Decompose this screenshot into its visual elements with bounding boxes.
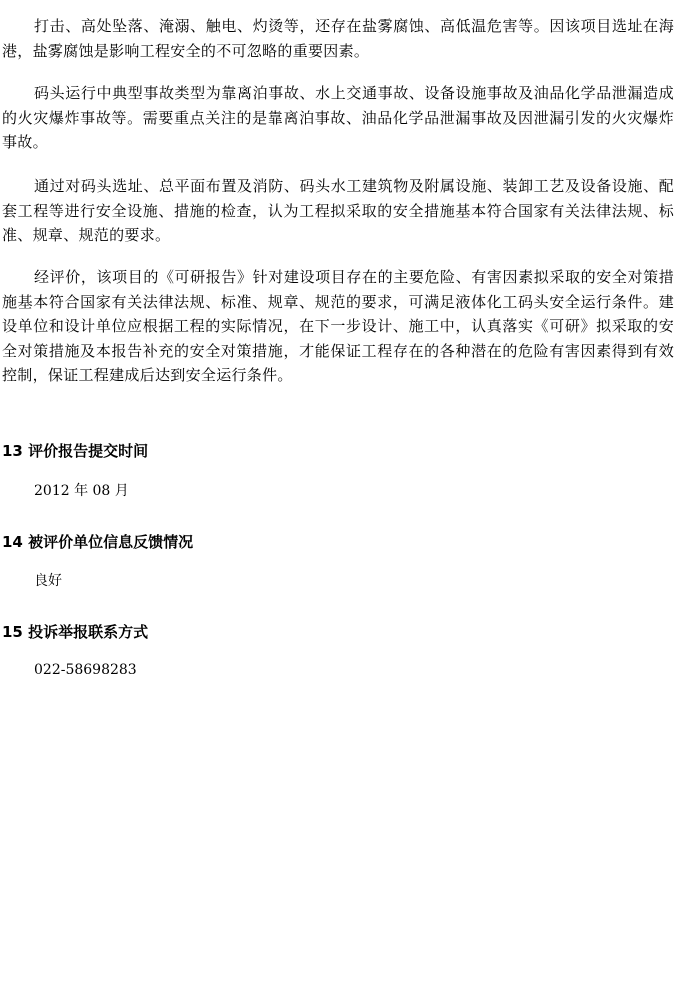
paragraph-hazards: 打击、高处坠落、淹溺、触电、灼烫等，还存在盐雾腐蚀、高低温危害等。因该项目选址在海港，盐雾腐蚀是影响工程安全的不可忽略的重要因素。: [2, 17, 674, 60]
contact-phone-value: 022-58698283: [34, 662, 137, 678]
section-heading-feedback: 14 被评价单位信息反馈情况: [2, 533, 194, 551]
section-heading-contact: 15 投诉举报联系方式: [2, 623, 149, 641]
submission-time-value: 2012 年 08 月: [34, 483, 129, 499]
paragraph-accident-types: 码头运行中典型事故类型为靠离泊事故、水上交通事故、设备设施事故及油品化学品泄漏造成的火灾爆炸事故等。需要重点关注的是靠离泊事故、油品化学品泄漏事故及因泄漏引发的火灾爆炸事故。: [2, 84, 674, 151]
section-heading-submission-time: 13 评价报告提交时间: [2, 442, 149, 460]
paragraph-safety-inspection: 通过对码头选址、总平面布置及消防、码头水工建筑物及附属设施、装卸工艺及设备设施、配套工程等进行安全设施、措施的检查，认为工程拟采取的安全措施基本符合国家有关法律法规、标准、规章、规范的要求。: [2, 177, 674, 244]
paragraph-evaluation-conclusion: 经评价，该项目的《可研报告》针对建设项目存在的主要危险、有害因素拟采取的安全对策措施基本符合国家有关法律法规、标准、规章、规范的要求，可满足液体化工码头安全运行条件。建设单位和设计单位应根据工程的实际情况，在下一步设计、施工中，认真落实《可研》拟采取的安全对策措施及本报告补充的安全对策措施，才能保证工程存在的各种潜在的危险有害因素得到有效控制，保证工程建成后达到安全运行条件。: [2, 268, 674, 384]
feedback-value: 良好: [34, 573, 62, 589]
